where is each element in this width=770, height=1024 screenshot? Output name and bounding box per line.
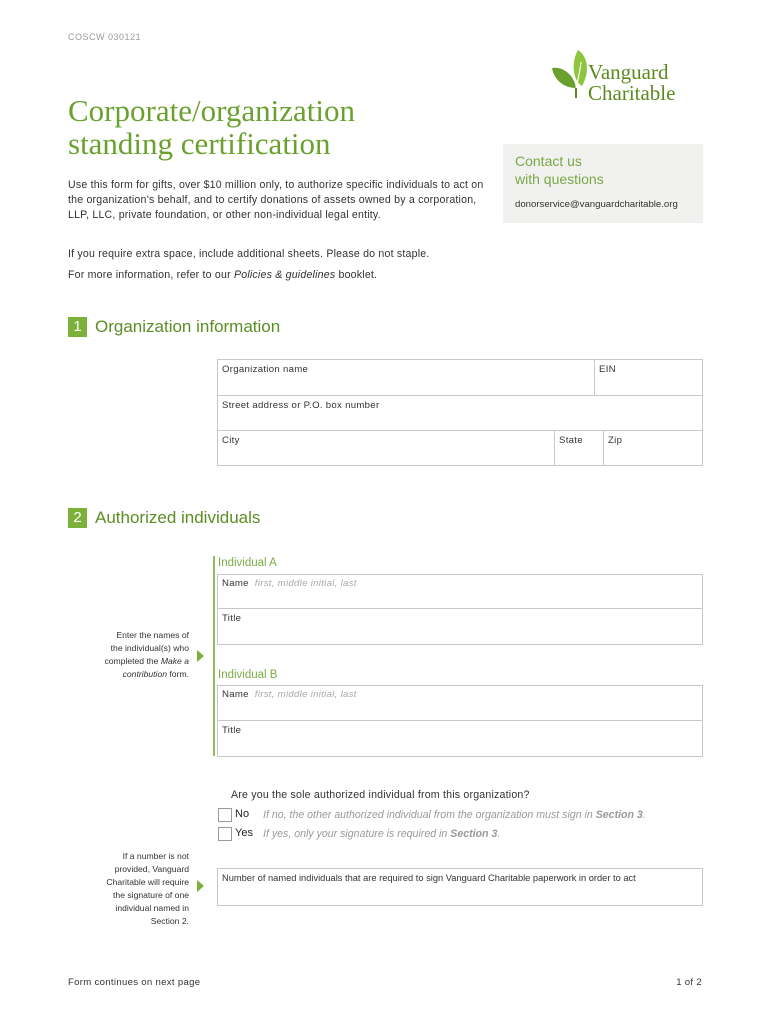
section2-title: Authorized individuals [95,508,261,527]
city-label: City [222,435,240,446]
leaf-icon [548,42,592,102]
contact-box [503,144,703,223]
more-info-note [68,269,377,281]
contact-heading-line1: Contact us [515,153,582,169]
side-note-signature [69,850,189,928]
name-label-text: Name [222,689,249,700]
street-label: Street address or P.O. box number [222,400,380,411]
side-note1-line3a: completed the [104,656,161,666]
form-code: COSCW 030121 [68,32,142,42]
individual-a-name-field[interactable] [217,574,703,609]
contact-heading-line2: with questions [515,171,604,187]
title-line1: Corporate/organization [68,93,355,128]
individual-b-name-field[interactable] [217,685,703,721]
title-label: Title [222,725,242,736]
no-hint: If no, the other authorized individual from the organization must sign in Section 3. [263,809,646,821]
side-note1-line1: Enter the names of [116,630,189,640]
section1-heading [68,317,280,337]
zip-label: Zip [608,435,623,446]
individual-b-label: Individual B [218,669,278,681]
sole-individual-question: Are you the sole authorized individual from this organization? [231,789,530,801]
page-title [68,94,355,160]
side-note2-line: provided, Vanguard [114,864,189,874]
ein-field[interactable] [594,359,703,396]
state-label: State [559,435,583,446]
footer-continues: Form continues on next page [68,977,201,988]
arrow-right-icon [197,650,204,662]
side-note1-line2: the individual(s) who [110,643,189,653]
more-info-suffix: booklet. [335,269,378,281]
logo-line2: Charitable [588,81,676,105]
section1-number: 1 [68,317,87,337]
name-label [222,578,357,589]
yes-hint: If yes, only your signature is required in Section 3. [263,828,501,840]
side-note1-line3 [69,655,189,668]
side-note1-italic2: contribution [122,669,168,679]
individuals-divider [213,556,215,756]
yes-hint-bold: Section 3 [450,828,498,840]
side-note1-line4b: form. [167,669,189,679]
vanguard-charitable-logo [548,42,708,112]
no-hint-text: If no, the other authorized individual from the organization must sign in [263,809,596,821]
yes-label: Yes [235,827,253,839]
number-of-individuals-label: Number of named individuals that are required to sign Vanguard Charitable paperwork in order to act [222,873,636,883]
number-of-individuals-field[interactable] [217,868,703,906]
yes-checkbox[interactable] [218,827,232,841]
individual-a-title-field[interactable] [217,608,703,645]
name-hint: first, middle initial, last [254,689,357,700]
side-note2-line: individual named in [115,903,189,913]
side-note2-line: Charitable will require [106,877,189,887]
section2-heading [68,508,260,528]
extra-space-note: If you require extra space, include additional sheets. Please do not staple. [68,248,430,260]
no-label: No [235,808,250,820]
side-note2-line: Section 2. [150,916,189,926]
street-field[interactable] [217,395,703,431]
more-info-prefix: For more information, refer to our [68,269,234,281]
policies-link[interactable]: Policies & guidelines [233,269,336,281]
name-label [222,689,357,700]
side-note2-line: the signature of one [113,890,189,900]
state-field[interactable] [554,430,604,466]
intro-paragraph: Use this form for gifts, over $10 million only, to authorize specific individuals to act on the organization’s behalf, and to certify donations of assets owned by a corporation, LLP, LLC, private foundation, or other non-individual legal entity. [68,179,484,221]
contact-email[interactable]: donorservice@vanguardcharitable.org [515,199,678,210]
title-label: Title [222,613,242,624]
yes-hint-text: If yes, only your signature is required in [263,828,451,840]
individual-b-title-field[interactable] [217,720,703,757]
logo-line1: Vanguard [588,60,669,84]
side-note2-line: If a number is not [122,851,189,861]
page-number: 1 of 2 [676,977,702,988]
name-hint: first, middle initial, last [254,578,357,589]
title-line2: standing certification [68,126,331,161]
ein-label: EIN [599,364,616,375]
side-note1-line4 [69,668,189,681]
individual-a-label: Individual A [218,557,277,569]
org-name-label: Organization name [222,364,309,375]
city-field[interactable] [217,430,555,466]
section1-title: Organization information [95,317,281,336]
side-note1-italic: Make a [160,656,189,666]
no-checkbox[interactable] [218,808,232,822]
arrow-right-icon [197,880,204,892]
no-hint-bold: Section 3 [595,809,643,821]
section2-number: 2 [68,508,87,528]
zip-field[interactable] [603,430,703,466]
contact-heading [515,152,665,188]
side-note-names [69,629,189,681]
name-label-text: Name [222,578,249,589]
